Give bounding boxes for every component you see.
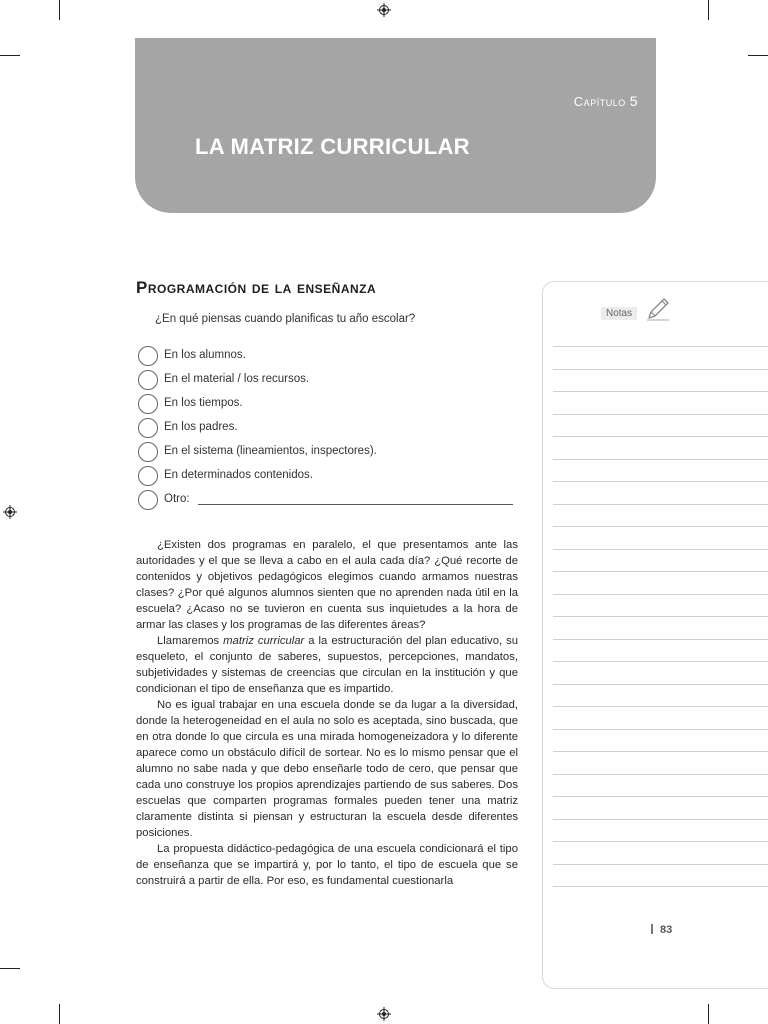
notes-panel	[542, 281, 768, 989]
other-answer-line[interactable]	[198, 504, 513, 505]
crop-mark	[0, 55, 20, 56]
chapter-word: Capítulo	[573, 94, 626, 109]
notes-ruled-line	[553, 886, 768, 887]
page-number-value: 83	[660, 924, 673, 936]
notes-ruled-line	[553, 751, 768, 752]
radio-circle-icon[interactable]	[138, 442, 158, 462]
notes-ruled-line	[553, 774, 768, 775]
notes-ruled-line	[553, 504, 768, 505]
section-title: Programación de la enseñanza	[136, 278, 377, 297]
radio-circle-icon[interactable]	[138, 418, 158, 438]
notes-ruled-line	[553, 639, 768, 640]
notes-ruled-line	[553, 819, 768, 820]
notes-ruled-line	[553, 459, 768, 460]
option-label: En los alumnos.	[164, 349, 246, 361]
option-item[interactable]	[136, 345, 536, 369]
survey-question: ¿En qué piensas cuando planificas tu año escolar?	[155, 313, 416, 325]
option-item[interactable]	[136, 369, 536, 393]
notes-ruled-line	[553, 684, 768, 685]
crop-mark	[708, 0, 709, 20]
paragraph-rest: a la estructuración del plan educativo, su esqueleto, el conjunto de saberes, supuestos, percepciones, mandatos, subjetividades y sistemas de creencias que circulan en la institución y que condicionan el tipo de enseñanza que es impartido.	[136, 635, 519, 695]
radio-circle-icon[interactable]	[138, 346, 158, 366]
notes-ruled-line	[553, 391, 768, 392]
notes-ruled-line	[553, 526, 768, 527]
option-item[interactable]	[136, 489, 536, 513]
option-item[interactable]	[136, 465, 536, 489]
notes-ruled-line	[553, 594, 768, 595]
option-label: En determinados contenidos.	[164, 469, 313, 481]
registration-mark-icon	[3, 505, 17, 519]
paragraph	[136, 633, 518, 697]
option-item[interactable]	[136, 393, 536, 417]
notes-ruled-line	[553, 796, 768, 797]
notes-ruled-line	[553, 706, 768, 707]
paragraph-lead: Llamaremos	[157, 635, 224, 647]
crop-mark	[59, 1004, 60, 1024]
notes-ruled-line	[553, 616, 768, 617]
paragraph: No es igual trabajar en una escuela donde se da lugar a la diversidad, donde la heterogeneidad en el aula no solo es aceptada, sino buscada, que en otra donde lo que circula es una mirada homogeneizadora y lo diferente aparece como un obstáculo difícil de sortear. No es lo mismo pensar que el alumno no sabe nada y que debo enseñarle todo de cero, que pensar que cada uno construye los propios aprendizajes partiendo de sus saberes. Dos escuelas que comparten programas formales pueden tener una matriz claramente distinta si piensan y estructuran la escuela desde diferentes posiciones.	[136, 699, 518, 839]
paragraph: ¿Existen dos programas en paralelo, el que presentamos ante las autoridades y el que se lleva a cabo en el aula cada día? ¿Qué recorte de contenidos y objetivos pedagógicos elegimos cuando armamos nuestras clases? ¿Por qué algunos alumnos sienten que no aprenden nada útil en la escuela? ¿Acaso no se tuvieron en cuenta sus inquietudes a la hora de armar las clases y los programas de las diferentes áreas?	[136, 539, 518, 631]
notes-ruled-line	[553, 841, 768, 842]
option-list	[136, 345, 536, 513]
notes-ruled-line	[553, 729, 768, 730]
notes-ruled-line	[553, 369, 768, 370]
chapter-number: 5	[629, 93, 638, 109]
notes-ruled-line	[553, 571, 768, 572]
radio-circle-icon[interactable]	[138, 466, 158, 486]
radio-circle-icon[interactable]	[138, 394, 158, 414]
notes-label: Notas	[601, 307, 637, 320]
notes-ruled-line	[553, 549, 768, 550]
radio-circle-icon[interactable]	[138, 370, 158, 390]
option-label: En el sistema (lineamientos, inspectores).	[164, 445, 377, 457]
registration-mark-icon	[377, 1007, 391, 1021]
pencil-icon	[645, 296, 671, 322]
notes-ruled-line	[553, 864, 768, 865]
body-text	[136, 537, 518, 889]
crop-mark	[59, 0, 60, 20]
emphasis-term: matriz curricular	[223, 635, 305, 647]
option-item[interactable]	[136, 441, 536, 465]
crop-mark	[0, 968, 20, 969]
radio-circle-icon[interactable]	[138, 490, 158, 510]
paragraph: La propuesta didáctico-pedagógica de una escuela condicionará el tipo de enseñanza que se impartirá y, por lo tanto, el tipo de escuela que se construirá a partir de ella. Por eso, es fundamental cuestionarla	[136, 843, 518, 887]
chapter-header	[135, 38, 656, 213]
option-label: En el material / los recursos.	[164, 373, 310, 385]
registration-mark-icon	[377, 3, 391, 17]
notes-ruled-line	[553, 436, 768, 437]
notes-ruled-line	[553, 414, 768, 415]
chapter-title: LA MATRIZ CURRICULAR	[195, 134, 470, 159]
crop-mark	[748, 55, 768, 56]
option-label: Otro:	[164, 493, 190, 505]
option-label: En los padres.	[164, 421, 238, 433]
notes-ruled-line	[553, 481, 768, 482]
notes-ruled-line	[553, 346, 768, 347]
page-number-bar	[651, 924, 653, 934]
crop-mark	[708, 1004, 709, 1024]
option-item[interactable]	[136, 417, 536, 441]
option-label: En los tiempos.	[164, 397, 243, 409]
chapter-label	[574, 93, 638, 109]
page-number	[651, 924, 672, 936]
notes-ruled-line	[553, 661, 768, 662]
